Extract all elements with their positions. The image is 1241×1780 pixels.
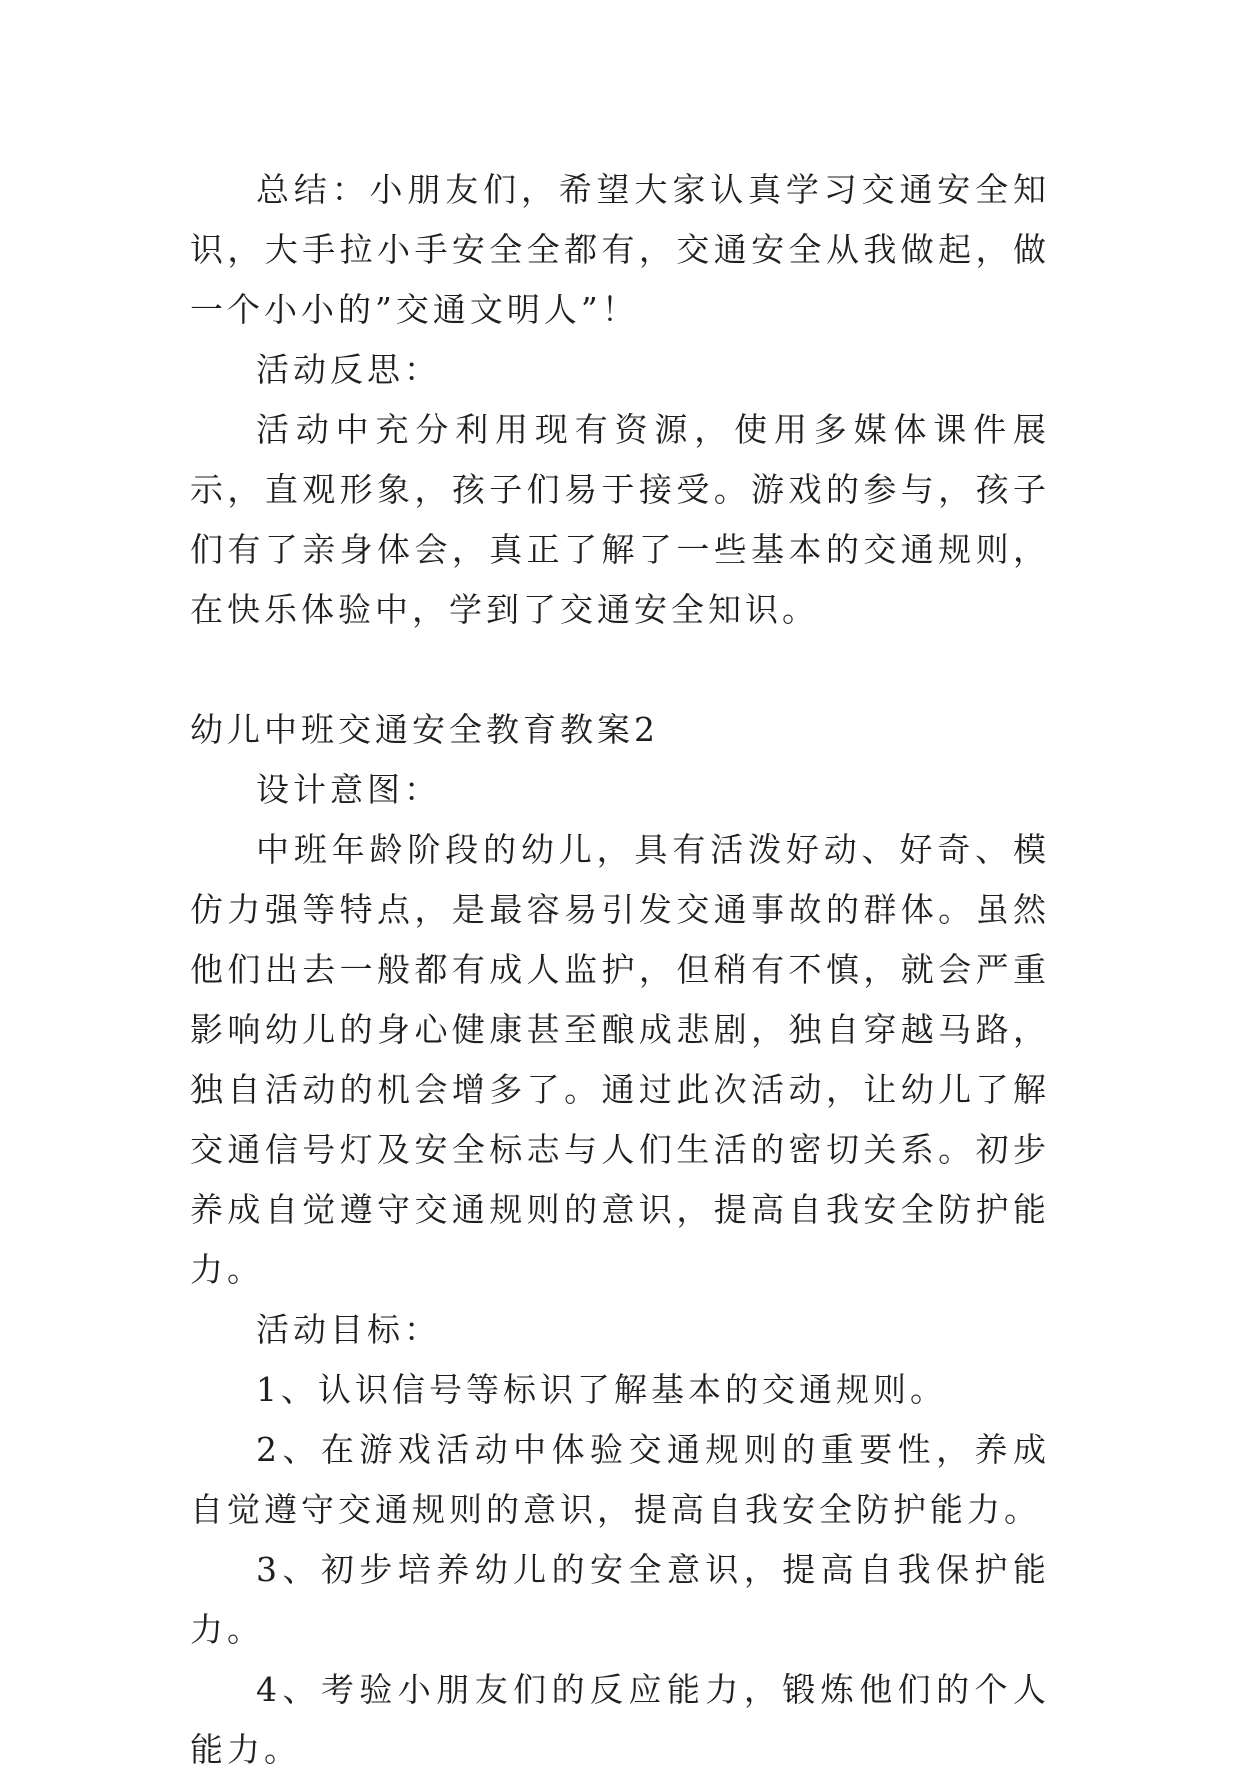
goal-item: 1、认识信号等标识了解基本的交通规则。	[256, 1370, 947, 1409]
goals-label: 活动目标：	[256, 1310, 441, 1349]
section-title: 幼儿中班交通安全教育教案2	[190, 710, 659, 749]
goal-item: 3、初步培养幼儿的安全意识，提高自我保护能力。	[190, 1550, 1050, 1649]
section-spacer	[190, 640, 1050, 700]
goal-item: 2、在游戏活动中体验交通规则的重要性，养成自觉遵守交通规则的意识，提高自我安全防护能力。	[190, 1430, 1050, 1529]
document-body	[190, 160, 1050, 1780]
reflection-label: 活动反思：	[256, 350, 441, 389]
design-paragraph: 中班年龄阶段的幼儿，具有活泼好动、好奇、模仿力强等特点，是最容易引发交通事故的群体。虽然他们出去一般都有成人监护，但稍有不慎，就会严重影响幼儿的身心健康甚至酿成悲剧，独自穿越马路，独自活动的机会增多了。通过此次活动，让幼儿了解交通信号灯及安全标志与人们生活的密切关系。初步养成自觉遵守交通规则的意识，提高自我安全防护能力。	[190, 830, 1050, 1289]
goal-item: 4、考验小朋友们的反应能力，锻炼他们的个人能力。	[190, 1670, 1050, 1769]
summary-paragraph: 总结：小朋友们，希望大家认真学习交通安全知识，大手拉小手安全全都有，交通安全从我做起，做一个小小的”交通文明人”！	[190, 170, 1050, 329]
reflection-paragraph: 活动中充分利用现有资源，使用多媒体课件展示，直观形象，孩子们易于接受。游戏的参与，孩子们有了亲身体会，真正了解了一些基本的交通规则，在快乐体验中，学到了交通安全知识。	[190, 410, 1050, 629]
design-label: 设计意图：	[256, 770, 441, 809]
